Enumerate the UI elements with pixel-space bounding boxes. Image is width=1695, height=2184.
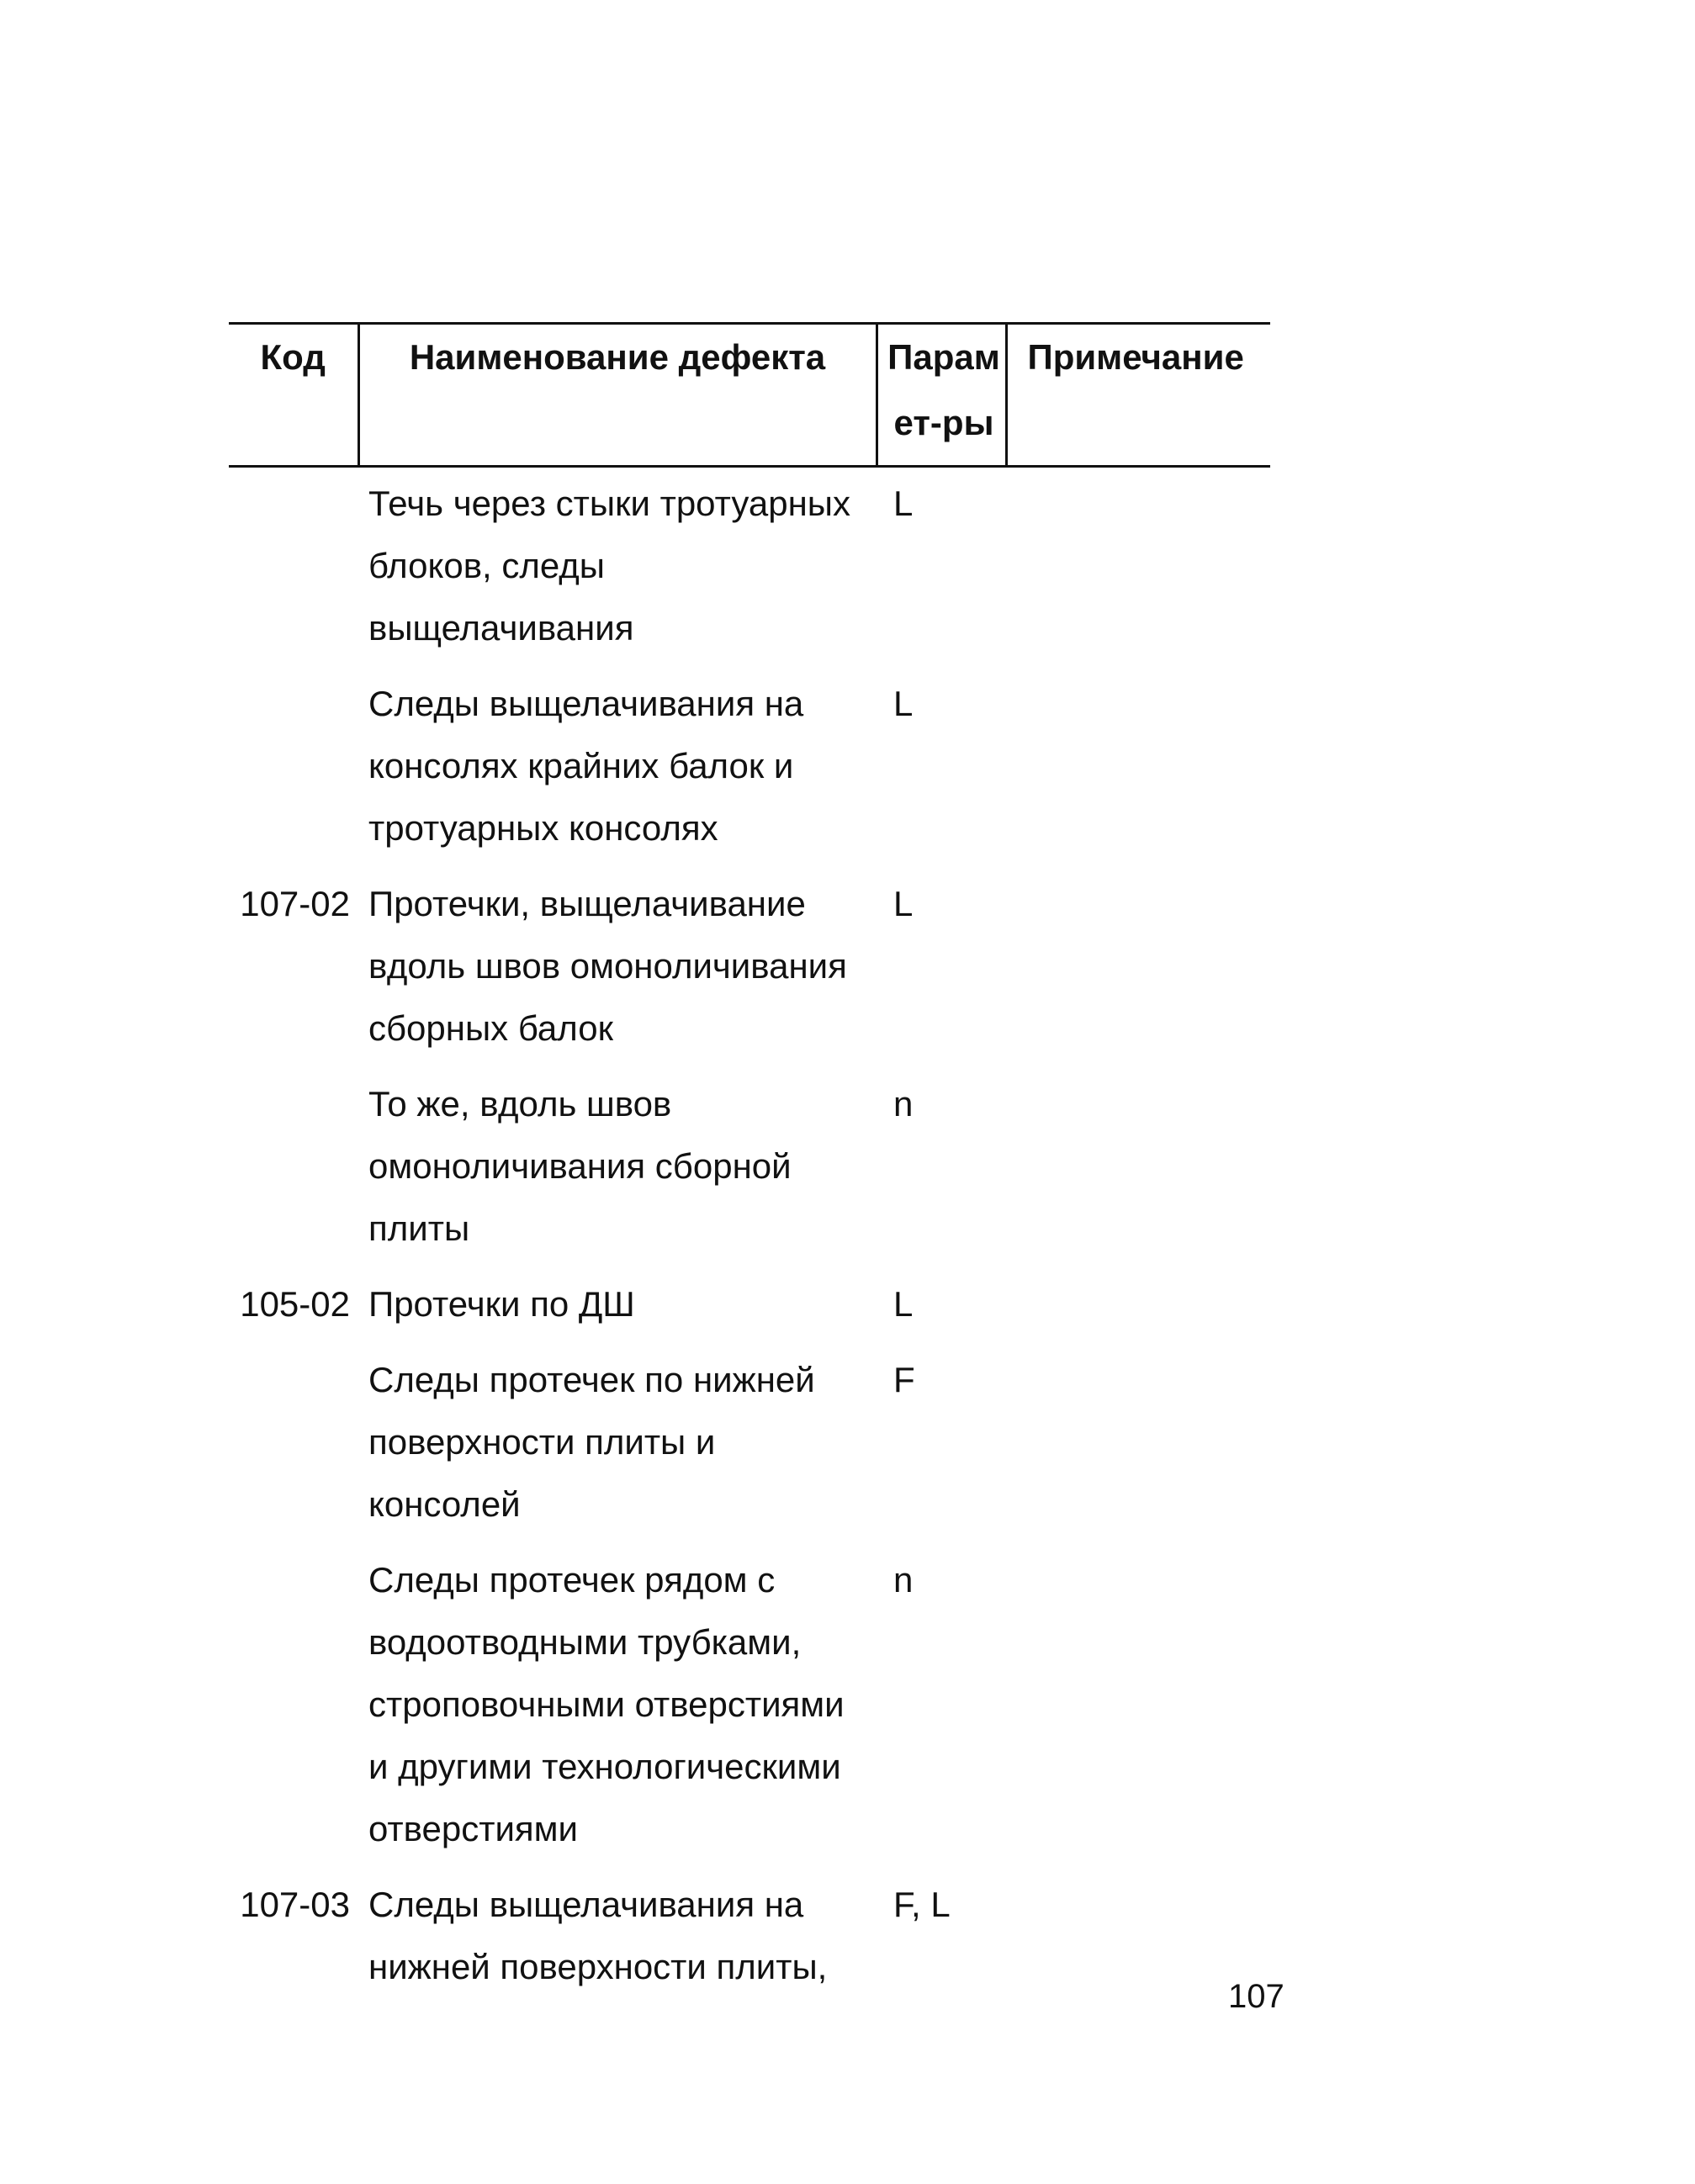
row-param: L bbox=[893, 684, 914, 723]
row-name: Следы протечек по нижней поверхности плиты и консолей bbox=[368, 1360, 815, 1524]
table-row bbox=[229, 467, 1270, 674]
row-name: Следы выщелачивания на консолях крайних балок и тротуарных консолях bbox=[368, 684, 804, 848]
header-row bbox=[229, 324, 1270, 467]
table-row bbox=[229, 873, 1270, 1073]
row-note bbox=[1006, 1549, 1270, 1874]
row-note bbox=[1006, 1273, 1270, 1349]
row-name: То же, вдоль швов омоноличивания сборной плиты bbox=[368, 1084, 792, 1248]
row-code bbox=[229, 467, 358, 674]
row-code bbox=[229, 673, 358, 873]
table-row bbox=[229, 673, 1270, 873]
table-row bbox=[229, 1874, 1270, 2012]
row-param: F bbox=[893, 1360, 915, 1399]
row-code bbox=[229, 1349, 358, 1549]
row-param: F, L bbox=[893, 1885, 951, 1924]
page-number: 107 bbox=[1228, 1978, 1284, 2015]
table-row bbox=[229, 1549, 1270, 1874]
table-body bbox=[229, 467, 1270, 2012]
row-param: L bbox=[893, 1284, 914, 1324]
row-note bbox=[1006, 1073, 1270, 1273]
row-param: L bbox=[893, 884, 914, 923]
header-name: Наименование дефекта bbox=[358, 324, 877, 467]
row-note bbox=[1006, 673, 1270, 873]
header-note: Примечание bbox=[1006, 324, 1270, 467]
row-code: 105-02 bbox=[240, 1284, 350, 1324]
row-param: n bbox=[893, 1084, 914, 1124]
row-param: L bbox=[893, 484, 914, 523]
row-note bbox=[1006, 873, 1270, 1073]
row-note bbox=[1006, 467, 1270, 674]
row-name: Следы протечек рядом с водоотводными трубками, строповочными отверстиями и другими технологическими отверстиями bbox=[368, 1560, 845, 1848]
defects-table-container bbox=[229, 322, 1270, 2012]
header-code: Код bbox=[229, 324, 358, 467]
row-code: 107-02 bbox=[240, 884, 350, 923]
row-name: Протечки, выщелачивание вдоль швов омоноличивания сборных балок bbox=[368, 884, 847, 1048]
row-note bbox=[1006, 1349, 1270, 1549]
table-row bbox=[229, 1273, 1270, 1349]
row-name: Течь через стыки тротуарных блоков, следы выщелачивания bbox=[368, 484, 850, 648]
row-name: Протечки по ДШ bbox=[368, 1284, 635, 1324]
table-row bbox=[229, 1073, 1270, 1273]
header-param: Парам ет-ры bbox=[877, 324, 1006, 467]
row-name: Следы выщелачивания на нижней поверхности плиты, bbox=[368, 1885, 828, 1986]
row-code bbox=[229, 1073, 358, 1273]
defects-table bbox=[229, 322, 1270, 2012]
row-code bbox=[229, 1549, 358, 1874]
table-header bbox=[229, 324, 1270, 467]
row-param: n bbox=[893, 1560, 914, 1600]
row-code: 107-03 bbox=[240, 1885, 350, 1924]
table-row bbox=[229, 1349, 1270, 1549]
